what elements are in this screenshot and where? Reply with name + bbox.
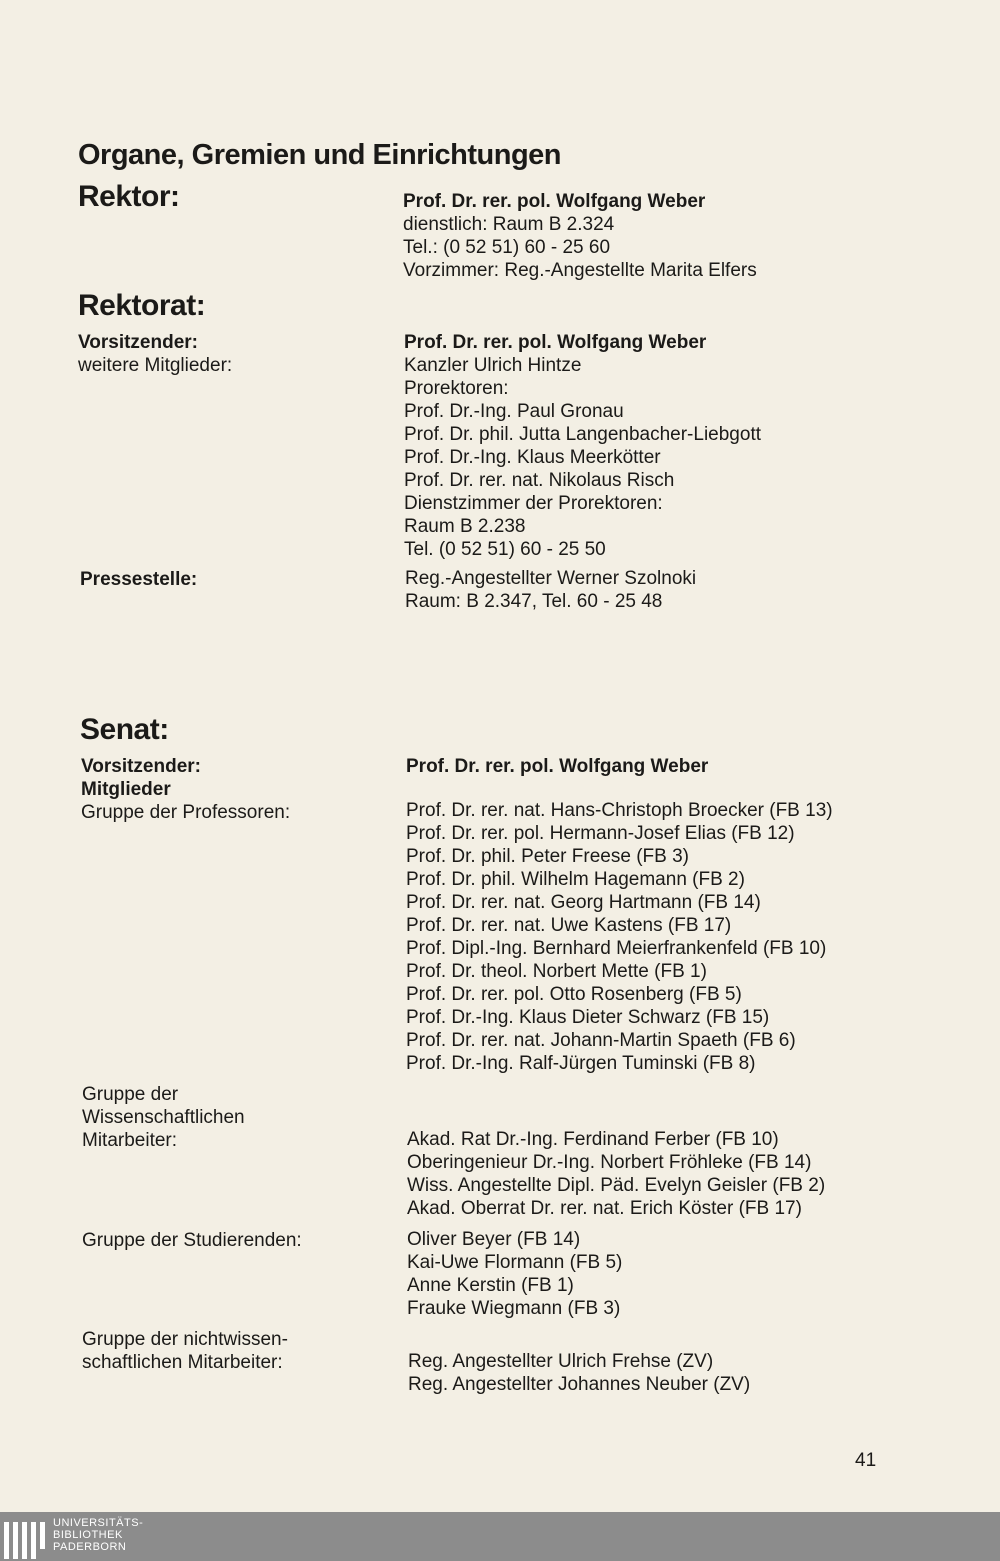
- list-item: Frauke Wiegmann (FB 3): [407, 1298, 621, 1319]
- rektor-line: Prof. Dr. rer. pol. Wolfgang Weber: [403, 191, 706, 212]
- library-logo-text: [53, 1517, 143, 1553]
- label-line: Mitarbeiter:: [82, 1130, 178, 1151]
- rektorat-details: [404, 331, 761, 561]
- label-line: Wissenschaftlichen: [82, 1107, 245, 1128]
- senat-wiss-label: [82, 1083, 245, 1152]
- list-item: Wiss. Angestellte Dipl. Päd. Evelyn Geisler (FB 2): [407, 1175, 826, 1196]
- senat-professoren-list: [406, 799, 833, 1075]
- rektorat-line: Raum B 2.238: [404, 516, 526, 537]
- list-item: Prof. Dr. rer. nat. Georg Hartmann (FB 14): [406, 892, 761, 913]
- rektor-line: dienstlich: Raum B 2.324: [403, 214, 615, 235]
- list-item: Kai-Uwe Flormann (FB 5): [407, 1252, 623, 1273]
- senat-heading: Senat:: [80, 713, 169, 746]
- list-item: Reg. Angestellter Johannes Neuber (ZV): [408, 1374, 751, 1395]
- rektorat-line: Kanzler Ulrich Hintze: [404, 355, 582, 376]
- rektor-heading: Rektor:: [78, 180, 180, 213]
- pressestelle-line: Raum: B 2.347, Tel. 60 - 25 48: [405, 591, 663, 612]
- list-item: Prof. Dr. rer. pol. Otto Rosenberg (FB 5): [406, 984, 742, 1005]
- senat-mitglieder-label: Mitglieder: [81, 779, 171, 800]
- list-item: Prof. Dr. phil. Wilhelm Hagemann (FB 2): [406, 869, 745, 890]
- rektorat-line: Prof. Dr. rer. pol. Wolfgang Weber: [404, 332, 707, 353]
- rektor-line: Tel.: (0 52 51) 60 - 25 60: [403, 237, 611, 258]
- rektorat-line: Prof. Dr.-Ing. Paul Gronau: [404, 401, 624, 422]
- list-item: Prof. Dr. rer. pol. Hermann-Josef Elias (FB 12): [406, 823, 795, 844]
- rektorat-line: Tel. (0 52 51) 60 - 25 50: [404, 539, 606, 560]
- list-item: Reg. Angestellter Ulrich Frehse (ZV): [408, 1351, 714, 1372]
- list-item: Oliver Beyer (FB 14): [407, 1229, 581, 1250]
- rektorat-mitglieder-label: weitere Mitglieder:: [78, 355, 233, 376]
- senat-vorsitz-label: Vorsitzender:: [81, 756, 202, 777]
- list-item: Prof. Dr. rer. nat. Hans-Christoph Broecker (FB 13): [406, 800, 833, 821]
- list-item: Akad. Rat Dr.-Ing. Ferdinand Ferber (FB 10): [407, 1129, 779, 1150]
- rektorat-line: Prorektoren:: [404, 378, 509, 399]
- rektorat-line: Prof. Dr. phil. Jutta Langenbacher-Liebgott: [404, 424, 762, 445]
- rektorat-heading: Rektorat:: [78, 289, 206, 322]
- senat-vorsitz-name: Prof. Dr. rer. pol. Wolfgang Weber: [406, 756, 709, 777]
- list-item: Prof. Dipl.-Ing. Bernhard Meierfrankenfeld (FB 10): [406, 938, 827, 959]
- label-line: Gruppe der: [82, 1084, 179, 1105]
- pressestelle-details: [405, 567, 696, 613]
- label-line: schaftlichen Mitarbeiter:: [82, 1352, 283, 1373]
- rektorat-line: Prof. Dr. rer. nat. Nikolaus Risch: [404, 470, 675, 491]
- label-line: Gruppe der nichtwissen-: [82, 1329, 288, 1350]
- pressestelle-label: Pressestelle:: [80, 569, 198, 590]
- list-item: Prof. Dr.-Ing. Klaus Dieter Schwarz (FB 15): [406, 1007, 770, 1028]
- library-logo-icon: [4, 1522, 44, 1559]
- list-item: Prof. Dr. rer. nat. Johann-Martin Spaeth (FB 6): [406, 1030, 796, 1051]
- page-title: Organe, Gremien und Einrichtungen: [78, 139, 561, 171]
- library-footer-banner: [0, 1512, 1000, 1561]
- senat-professoren-label: Gruppe der Professoren:: [81, 802, 291, 823]
- senat-stud-label: Gruppe der Studierenden:: [82, 1230, 302, 1251]
- senat-wiss-list: [407, 1128, 825, 1220]
- senat-stud-list: [407, 1228, 622, 1320]
- list-item: Oberingenieur Dr.-Ing. Norbert Fröhleke (FB 14): [407, 1152, 812, 1173]
- list-item: Anne Kerstin (FB 1): [407, 1275, 574, 1296]
- rektor-details: [403, 190, 757, 282]
- logo-line: UNIVERSITÄTS-: [53, 1517, 144, 1529]
- list-item: Prof. Dr. theol. Norbert Mette (FB 1): [406, 961, 707, 982]
- logo-line: BIBLIOTHEK: [53, 1529, 123, 1541]
- list-item: Prof. Dr. rer. nat. Uwe Kastens (FB 17): [406, 915, 732, 936]
- rektorat-line: Prof. Dr.-Ing. Klaus Meerkötter: [404, 447, 661, 468]
- senat-nichtwiss-label: [82, 1328, 288, 1374]
- list-item: Prof. Dr.-Ing. Ralf-Jürgen Tuminski (FB 8): [406, 1053, 756, 1074]
- senat-nichtwiss-list: [408, 1350, 750, 1396]
- list-item: Prof. Dr. phil. Peter Freese (FB 3): [406, 846, 689, 867]
- page-number: 41: [855, 1450, 877, 1471]
- list-item: Akad. Oberrat Dr. rer. nat. Erich Köster (FB 17): [407, 1198, 802, 1219]
- rektorat-vorsitz-label: Vorsitzender:: [78, 332, 199, 353]
- rektor-line: Vorzimmer: Reg.-Angestellte Marita Elfers: [403, 260, 757, 281]
- logo-line: PADERBORN: [53, 1541, 127, 1553]
- pressestelle-line: Reg.-Angestellter Werner Szolnoki: [405, 568, 697, 589]
- rektorat-line: Dienstzimmer der Prorektoren:: [404, 493, 663, 514]
